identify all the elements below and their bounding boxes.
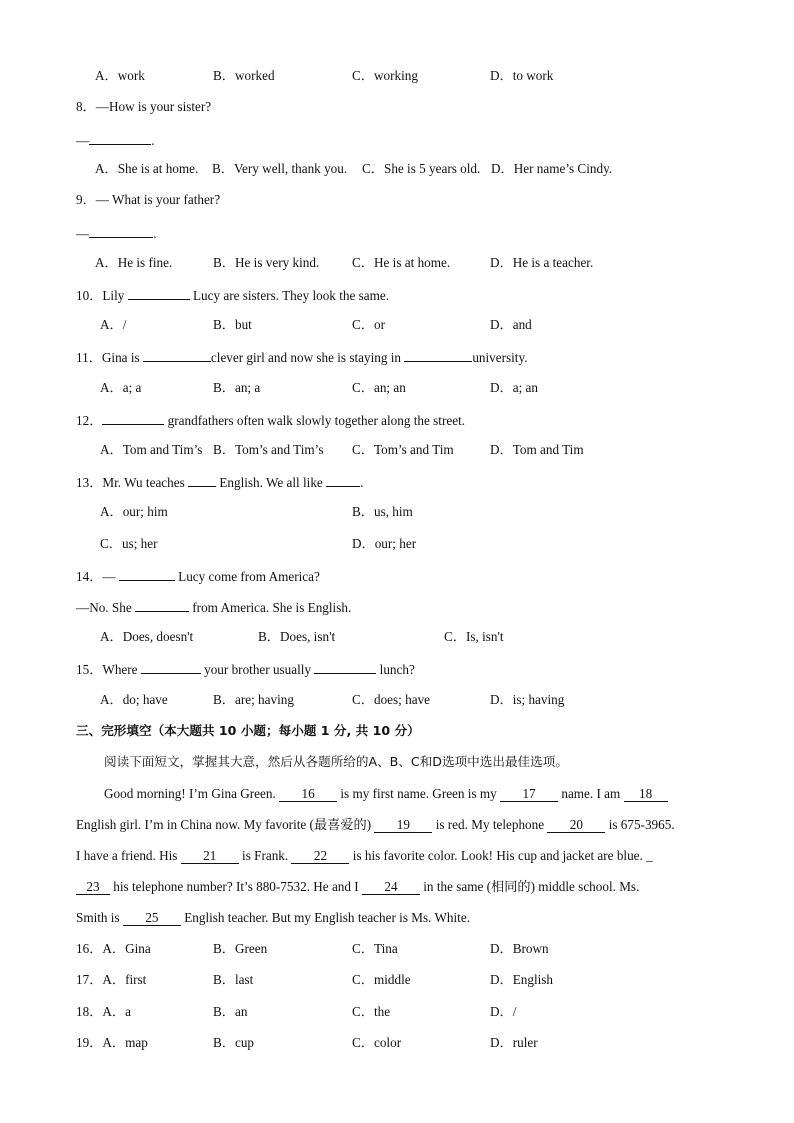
q14-line2-pre: —No. She [76, 600, 132, 615]
q11-stem-post: university. [472, 350, 528, 365]
q10-blank [128, 286, 190, 300]
passage-blank-18: 18 [624, 787, 668, 802]
q11-option-b: B．an; a [213, 380, 261, 395]
q19-option-a: A．map [102, 1035, 148, 1050]
q13-blank-2 [326, 473, 360, 487]
q15-blank-1 [141, 660, 201, 674]
q17-option-a: A．first [102, 972, 147, 987]
q8-option-c: C．She is 5 years old. [362, 161, 481, 176]
q8-answer-blank [89, 131, 151, 145]
q18-option-c: C．the [352, 1004, 391, 1019]
passage-blank-25: 25 [123, 911, 181, 926]
q13-option-c: C．us; her [100, 536, 158, 551]
passage-blank-21: 21 [181, 849, 239, 864]
q10-option-c: C．or [352, 317, 385, 332]
q9-answer-suffix: . [153, 226, 157, 241]
passage-text: Smith is [76, 910, 120, 925]
passage-text: is Frank. [242, 848, 289, 863]
q7-option-d: D．to work [490, 68, 554, 83]
q10-stem-pre: 10．Lily [76, 288, 125, 303]
q16-option-d: D．Brown [490, 941, 549, 956]
q13-option-a: A．our; him [100, 504, 168, 519]
passage-text: name. I am [561, 786, 621, 801]
q16-option-b: B．Green [213, 941, 268, 956]
q8-answer-line [76, 131, 154, 149]
q11-option-a: A．a; a [100, 380, 142, 395]
q9-answer-blank [89, 224, 153, 238]
passage-text: _ [646, 848, 653, 863]
q19-label-and-a [76, 1035, 148, 1051]
passage-blank-23: 23 [76, 880, 110, 895]
q13-blank-1 [188, 473, 216, 487]
q14-line2-post: from America. She is English. [192, 600, 352, 615]
q15-stem-post: lunch? [379, 662, 415, 677]
passage-text: in the same (相同的) middle school. Ms. [423, 879, 640, 894]
q13-stem-post: . [360, 475, 364, 490]
q13-option-b: B．us, him [352, 504, 413, 519]
q10-stem-post: Lucy are sisters. They look the same. [192, 288, 390, 303]
q10-option-a: A．/ [100, 317, 127, 332]
q17-option-d: D．English [490, 972, 554, 987]
passage-blank-19: 19 [374, 818, 432, 833]
q15-option-a: A．do; have [100, 692, 168, 707]
q10-stem [76, 286, 389, 304]
q9-answer-line [76, 224, 156, 242]
q12-option-d: D．Tom and Tim [490, 442, 584, 457]
q11-option-c: C．an; an [352, 380, 406, 395]
passage-line-3 [76, 848, 653, 864]
q19-option-d: D．ruler [490, 1035, 538, 1050]
q11-stem-pre: 11．Gina is [76, 350, 140, 365]
q11-stem [76, 348, 528, 366]
q16-label-and-a [76, 941, 151, 957]
q19-option-c: C．color [352, 1035, 402, 1050]
q9-option-c: C．He is at home. [352, 255, 451, 270]
q11-blank-1 [143, 348, 211, 362]
q17-label: 17． [76, 972, 103, 987]
q10-option-d: D．and [490, 317, 532, 332]
q7-option-c: C．working [352, 68, 418, 83]
section-instruction: 阅读下面短文，掌握其大意，然后从各题所给的A、B、C和D选项中选出最佳选项。 [104, 754, 568, 769]
q15-option-b: B．are; having [213, 692, 294, 707]
q17-option-b: B．last [213, 972, 254, 987]
q16-option-a: A．Gina [102, 941, 151, 956]
q18-label-and-a [76, 1004, 131, 1020]
q15-stem-pre: 15．Where [76, 662, 138, 677]
q11-stem-mid: clever girl and now she is staying in [210, 350, 402, 365]
q7-option-a: A．work [95, 68, 145, 83]
q8-stem: 8．—How is your sister? [76, 99, 212, 114]
q15-stem-mid: your brother usually [204, 662, 312, 677]
q18-label: 18． [76, 1004, 103, 1019]
passage-line-4 [76, 879, 639, 895]
q11-option-d: D．a; an [490, 380, 538, 395]
q19-option-b: B．cup [213, 1035, 255, 1050]
q12-blank [102, 411, 164, 425]
passage-text: English girl. I’m in China now. My favorite (最喜爱的) [76, 817, 372, 832]
q7-option-b: B．worked [213, 68, 275, 83]
q15-blank-2 [314, 660, 376, 674]
q14-option-b: B．Does, isn't [258, 629, 336, 644]
passage-text: is his favorite color. Look! His cup and jacket are blue. [352, 848, 643, 863]
q12-option-b: B．Tom’s and Tim’s [213, 442, 324, 457]
q14-line-2 [76, 598, 351, 616]
q13-stem-pre: 13．Mr. Wu teaches [76, 475, 185, 490]
q16-label: 16． [76, 941, 103, 956]
passage-text: Good morning! I’m Gina Green. [104, 786, 276, 801]
q9-answer-prefix: — [76, 226, 90, 241]
passage-blank-20: 20 [547, 818, 605, 833]
passage-text: English teacher. But my English teacher is Ms. White. [184, 910, 471, 925]
q14-blank-1 [119, 567, 175, 581]
q12-stem [76, 411, 465, 429]
passage-text: I have a friend. His [76, 848, 178, 863]
q8-option-d: D．Her name’s Cindy. [491, 161, 613, 176]
q15-option-c: C．does; have [352, 692, 431, 707]
q12-option-c: C．Tom’s and Tim [352, 442, 454, 457]
q18-option-a: A．a [102, 1004, 131, 1019]
q8-answer-prefix: — [76, 133, 90, 148]
q13-option-d: D．our; her [352, 536, 417, 551]
q13-stem [76, 473, 363, 491]
q19-label: 19． [76, 1035, 103, 1050]
q14-option-a: A．Does, doesn't [100, 629, 194, 644]
q15-option-d: D．is; having [490, 692, 565, 707]
section-title: 三、完形填空（本大题共 10 小题；每小题 1 分, 共 10 分） [76, 723, 420, 738]
q8-option-a: A．She is at home. [95, 161, 199, 176]
q15-stem [76, 660, 415, 678]
passage-line-1 [104, 786, 668, 802]
passage-text: his telephone number? It’s 880-7532. He and I [113, 879, 359, 894]
q14-stem-post: Lucy come from America? [178, 569, 320, 584]
q10-option-b: B．but [213, 317, 252, 332]
q18-option-b: B．an [213, 1004, 248, 1019]
q12-option-a: A．Tom and Tim’s [100, 442, 203, 457]
q14-stem-pre: 14．— [76, 569, 116, 584]
passage-text: is 675-3965. [608, 817, 675, 832]
q12-stem-pre: 12． [76, 413, 103, 428]
passage-text: is red. My telephone [435, 817, 545, 832]
q16-option-c: C．Tina [352, 941, 398, 956]
q18-option-d: D．/ [490, 1004, 517, 1019]
q14-blank-2 [135, 598, 189, 612]
q9-option-b: B．He is very kind. [213, 255, 320, 270]
passage-line-2 [76, 817, 675, 833]
q9-option-a: A．He is fine. [95, 255, 173, 270]
q9-option-d: D．He is a teacher. [490, 255, 594, 270]
q8-answer-suffix: . [151, 133, 155, 148]
q13-stem-mid: English. We all like [219, 475, 323, 490]
passage-text: is my first name. Green is my [340, 786, 497, 801]
passage-blank-22: 22 [291, 849, 349, 864]
q9-stem: 9．— What is your father? [76, 192, 221, 207]
passage-blank-17: 17 [500, 787, 558, 802]
q11-blank-2 [404, 348, 472, 362]
q12-stem-post: grandfathers often walk slowly together along the street. [167, 413, 466, 428]
q14-option-c: C．Is, isn't [444, 629, 504, 644]
q17-option-c: C．middle [352, 972, 411, 987]
passage-blank-24: 24 [362, 880, 420, 895]
q14-stem [76, 567, 320, 585]
passage-blank-16: 16 [279, 787, 337, 802]
q8-option-b: B．Very well, thank you. [212, 161, 348, 176]
passage-line-5 [76, 910, 470, 926]
q17-label-and-a [76, 972, 146, 988]
